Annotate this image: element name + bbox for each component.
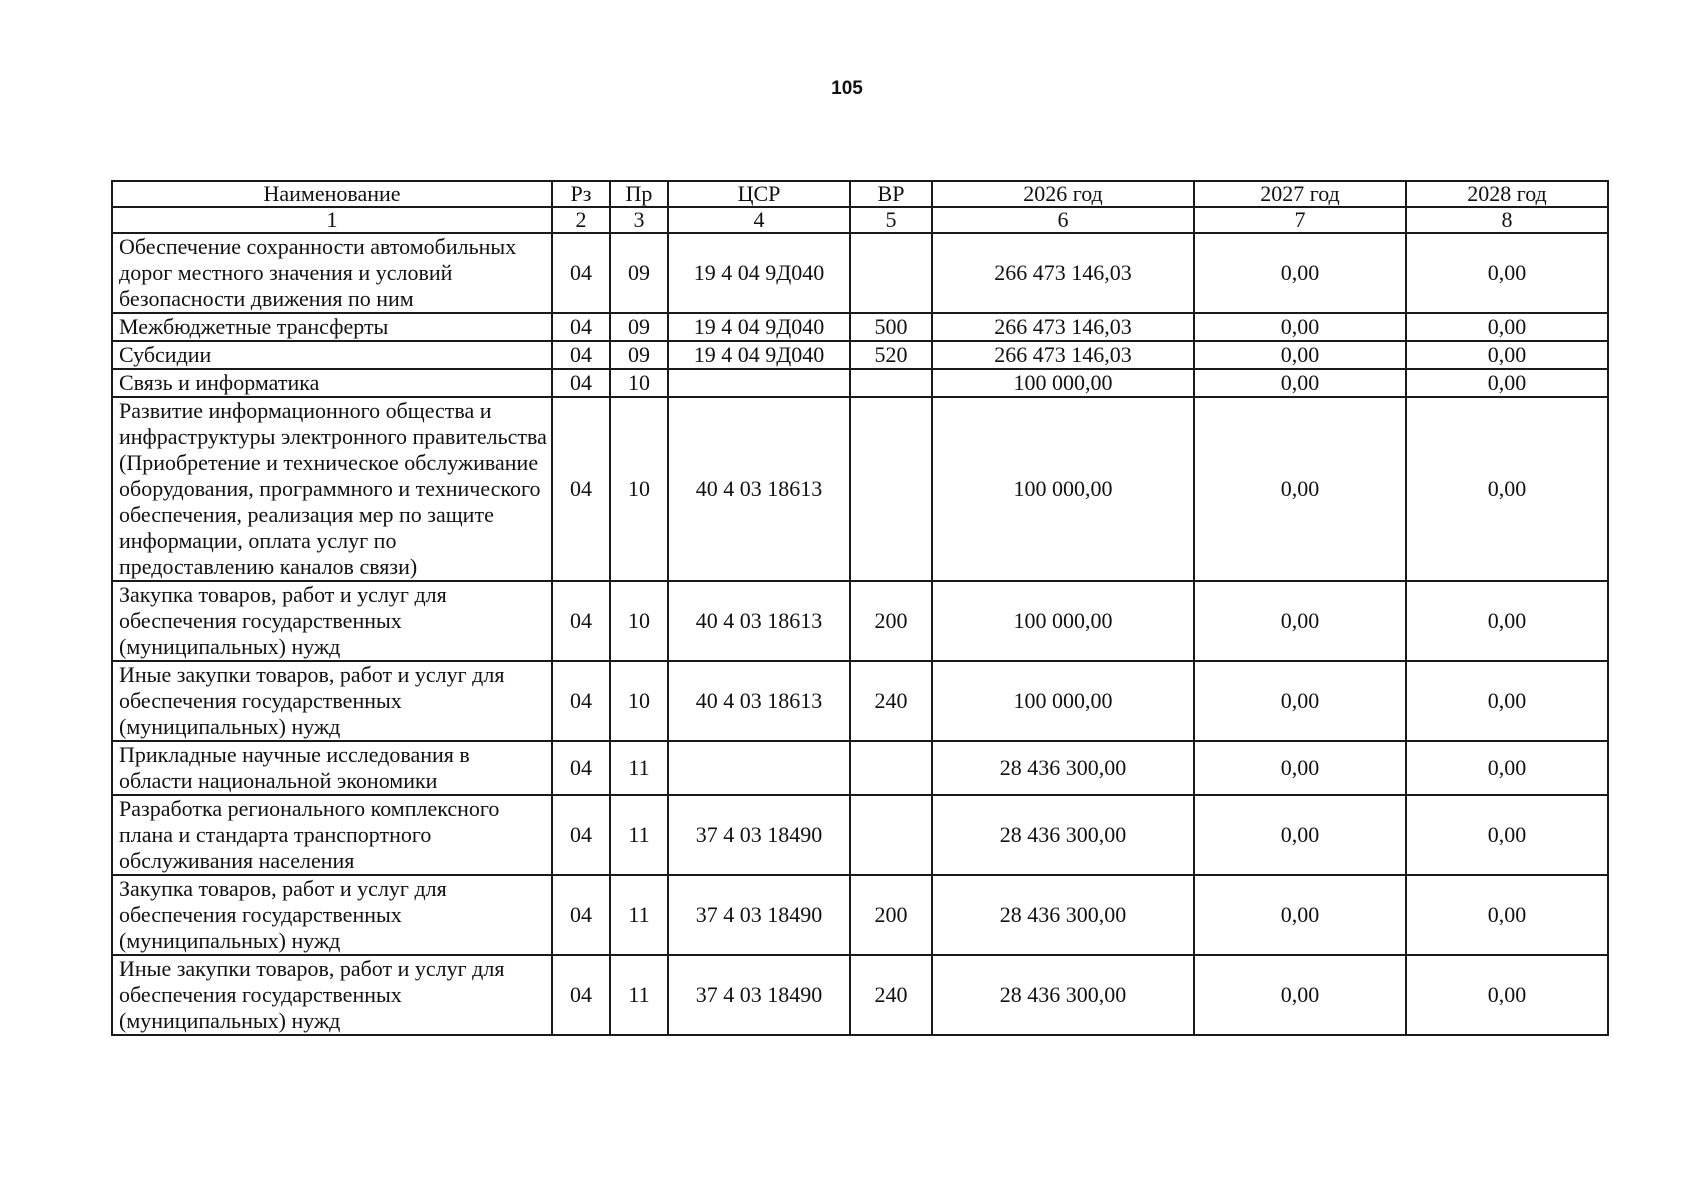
row-pr: 11 [610,795,668,875]
row-rz: 04 [552,741,610,795]
row-amount-2026: 28 436 300,00 [932,875,1194,955]
row-rz: 04 [552,661,610,741]
row-vr: 240 [850,955,932,1035]
row-pr: 09 [610,313,668,341]
row-amount-2026: 266 473 146,03 [932,313,1194,341]
row-name: Иные закупки товаров, работ и услуг для обеспечения государственных (муниципальных) нужд [112,955,552,1035]
row-amount-2028: 0,00 [1406,233,1608,313]
header-row [112,181,1608,207]
row-amount-2027: 0,00 [1194,875,1406,955]
row-amount-2028: 0,00 [1406,341,1608,369]
header-cell: Рз [552,181,610,207]
row-amount-2027: 0,00 [1194,369,1406,397]
row-amount-2026: 28 436 300,00 [932,955,1194,1035]
row-name: Межбюджетные трансферты [112,313,552,341]
column-number-row [112,207,1608,233]
row-amount-2027: 0,00 [1194,341,1406,369]
row-name: Развитие информационного общества и инфраструктуры электронного правительства (Приобретение и техническое обслуживание оборудования, программного и технического обеспечения, реализация мер по защите информации, оплата услуг по предоставлению каналов связи) [112,397,552,581]
row-vr [850,795,932,875]
row-rz: 04 [552,397,610,581]
row-vr: 500 [850,313,932,341]
header-cell: 2027 год [1194,181,1406,207]
row-name: Закупка товаров, работ и услуг для обеспечения государственных (муниципальных) нужд [112,875,552,955]
row-csr: 40 4 03 18613 [668,581,850,661]
row-pr: 10 [610,661,668,741]
row-vr [850,233,932,313]
row-amount-2026: 100 000,00 [932,661,1194,741]
row-amount-2028: 0,00 [1406,875,1608,955]
column-number-cell: 3 [610,207,668,233]
row-rz: 04 [552,581,610,661]
row-amount-2026: 266 473 146,03 [932,233,1194,313]
row-rz: 04 [552,341,610,369]
column-number-cell: 4 [668,207,850,233]
row-amount-2026: 100 000,00 [932,581,1194,661]
row-csr: 37 4 03 18490 [668,955,850,1035]
row-csr: 19 4 04 9Д040 [668,341,850,369]
row-name: Субсидии [112,341,552,369]
row-amount-2027: 0,00 [1194,741,1406,795]
row-csr: 19 4 04 9Д040 [668,313,850,341]
row-rz: 04 [552,875,610,955]
row-csr: 37 4 03 18490 [668,795,850,875]
header-cell: Пр [610,181,668,207]
row-amount-2027: 0,00 [1194,955,1406,1035]
row-amount-2026: 28 436 300,00 [932,741,1194,795]
table-row [112,741,1608,795]
row-name: Разработка регионального комплексного плана и стандарта транспортного обслуживания населения [112,795,552,875]
column-number-cell: 1 [112,207,552,233]
table-row [112,581,1608,661]
row-amount-2026: 266 473 146,03 [932,341,1194,369]
row-amount-2028: 0,00 [1406,661,1608,741]
row-pr: 09 [610,233,668,313]
row-vr [850,397,932,581]
row-amount-2028: 0,00 [1406,581,1608,661]
row-amount-2027: 0,00 [1194,661,1406,741]
header-cell: ЦСР [668,181,850,207]
row-amount-2027: 0,00 [1194,397,1406,581]
row-csr: 40 4 03 18613 [668,661,850,741]
row-pr: 11 [610,875,668,955]
row-amount-2027: 0,00 [1194,581,1406,661]
column-number-cell: 7 [1194,207,1406,233]
row-pr: 09 [610,341,668,369]
row-vr: 240 [850,661,932,741]
row-vr: 200 [850,581,932,661]
table-row [112,397,1608,581]
column-number-cell: 8 [1406,207,1608,233]
row-pr: 11 [610,955,668,1035]
row-amount-2028: 0,00 [1406,741,1608,795]
budget-table [111,180,1609,1036]
row-csr: 40 4 03 18613 [668,397,850,581]
row-amount-2028: 0,00 [1406,397,1608,581]
table-row [112,661,1608,741]
row-name: Закупка товаров, работ и услуг для обеспечения государственных (муниципальных) нужд [112,581,552,661]
row-rz: 04 [552,795,610,875]
row-amount-2026: 100 000,00 [932,369,1194,397]
table-row [112,369,1608,397]
row-amount-2028: 0,00 [1406,795,1608,875]
row-csr [668,741,850,795]
row-amount-2028: 0,00 [1406,369,1608,397]
row-pr: 11 [610,741,668,795]
row-rz: 04 [552,369,610,397]
row-pr: 10 [610,581,668,661]
row-amount-2028: 0,00 [1406,313,1608,341]
table-row [112,313,1608,341]
page-number: 105 [831,78,863,99]
table-row [112,955,1608,1035]
row-vr [850,741,932,795]
row-amount-2028: 0,00 [1406,955,1608,1035]
row-vr: 520 [850,341,932,369]
row-name: Обеспечение сохранности автомобильных дорог местного значения и условий безопасности движения по ним [112,233,552,313]
row-amount-2027: 0,00 [1194,795,1406,875]
row-name: Прикладные научные исследования в области национальной экономики [112,741,552,795]
row-name: Иные закупки товаров, работ и услуг для обеспечения государственных (муниципальных) нужд [112,661,552,741]
header-cell: 2028 год [1406,181,1608,207]
row-rz: 04 [552,313,610,341]
row-csr: 19 4 04 9Д040 [668,233,850,313]
column-number-cell: 5 [850,207,932,233]
row-csr [668,369,850,397]
table-row [112,233,1608,313]
row-amount-2026: 28 436 300,00 [932,795,1194,875]
row-csr: 37 4 03 18490 [668,875,850,955]
row-amount-2027: 0,00 [1194,233,1406,313]
row-rz: 04 [552,955,610,1035]
table-row [112,875,1608,955]
table-row [112,341,1608,369]
row-amount-2027: 0,00 [1194,313,1406,341]
column-number-cell: 6 [932,207,1194,233]
row-amount-2026: 100 000,00 [932,397,1194,581]
row-pr: 10 [610,397,668,581]
header-cell: ВР [850,181,932,207]
header-cell: 2026 год [932,181,1194,207]
row-vr [850,369,932,397]
table-row [112,795,1608,875]
header-cell: Наименование [112,181,552,207]
row-rz: 04 [552,233,610,313]
row-pr: 10 [610,369,668,397]
row-vr: 200 [850,875,932,955]
column-number-cell: 2 [552,207,610,233]
row-name: Связь и информатика [112,369,552,397]
